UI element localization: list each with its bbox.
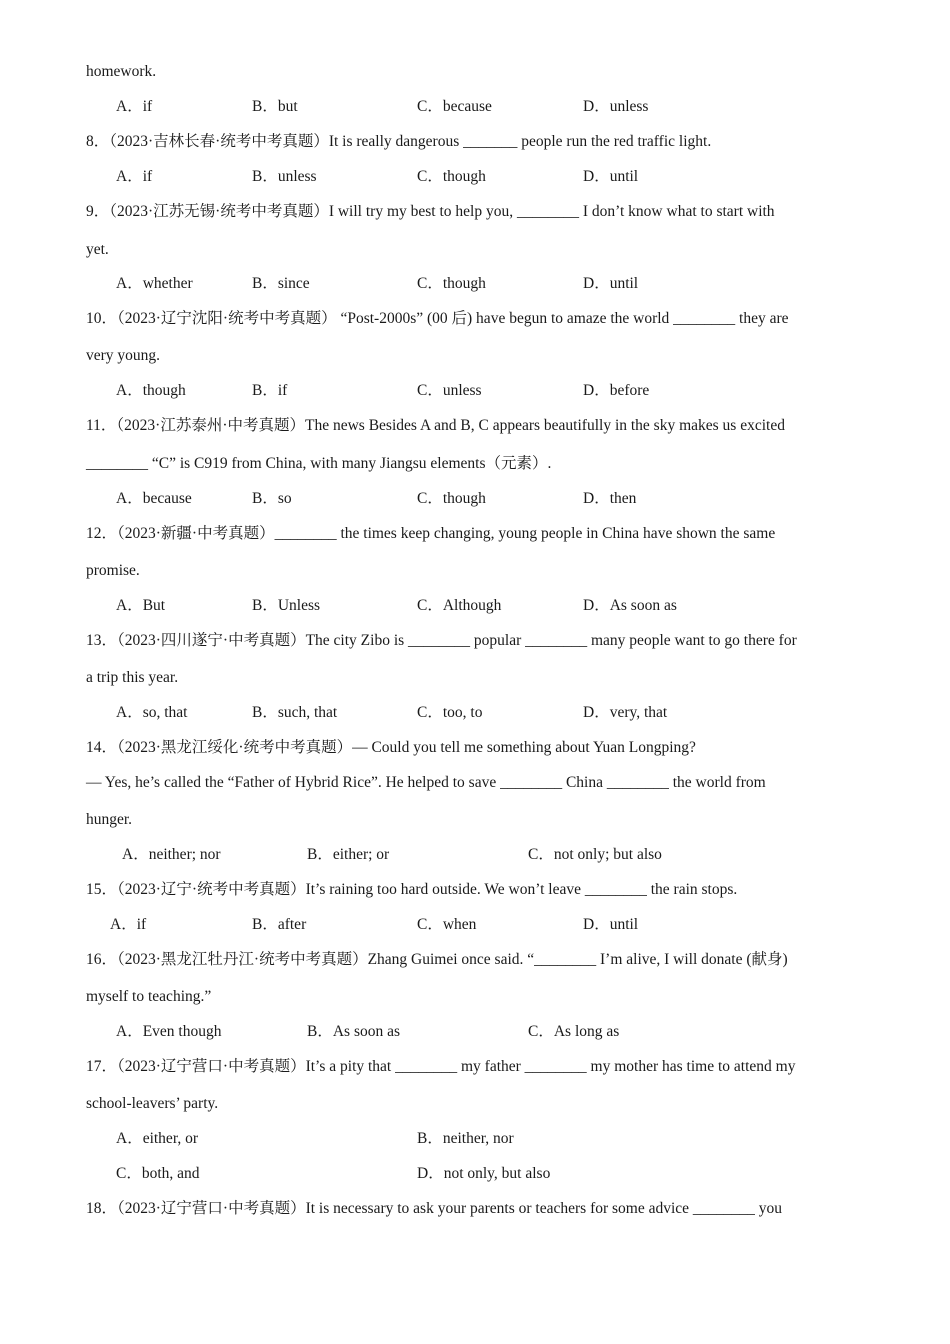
- question-11-stem-cont: ________ “C” is C919 from China, with many Jiangsu elements（元素）.: [86, 455, 552, 472]
- question-12-stem: 12．（2023·新疆·中考真题）________ the times keep changing, young people in China have shown the same: [86, 525, 776, 542]
- q9-option-a[interactable]: A．whether: [116, 275, 193, 292]
- q9-option-d[interactable]: D．until: [583, 275, 639, 292]
- q8-option-a[interactable]: A．if: [116, 168, 153, 185]
- question-14-stem-cont: — Yes, he’s called the “Father of Hybrid Rice”. He helped to save ________ China ________ the world from: [86, 774, 766, 791]
- question-10-stem-cont: very young.: [86, 347, 161, 364]
- q7-option-c[interactable]: C．because: [417, 98, 492, 115]
- q14-option-c[interactable]: C．not only; but also: [528, 846, 662, 863]
- question-17-stem: 17．（2023·辽宁营口·中考真题）It’s a pity that ________ my father ________ my mother has time to attend my: [86, 1058, 796, 1075]
- question-17-stem-cont: school-leavers’ party.: [86, 1095, 219, 1112]
- question-12-stem-cont: promise.: [86, 562, 140, 579]
- q11-option-c[interactable]: C．though: [417, 490, 486, 507]
- q13-option-a[interactable]: A．so, that: [116, 704, 188, 721]
- q10-option-d[interactable]: D．before: [583, 382, 650, 399]
- question-11-stem: 11．（2023·江苏泰州·中考真题）The news Besides A and B, C appears beautifully in the sky makes us excited: [86, 417, 785, 434]
- question-9-stem: 9．（2023·江苏无锡·统考中考真题）I will try my best to help you, ________ I don’t know what to start with: [86, 203, 775, 220]
- q10-option-b[interactable]: B．if: [252, 382, 288, 399]
- q13-option-d[interactable]: D．very, that: [583, 704, 668, 721]
- q17-option-c[interactable]: C．both, and: [116, 1165, 200, 1182]
- question-14-stem-cont2: hunger.: [86, 811, 133, 828]
- q13-option-c[interactable]: C．too, to: [417, 704, 483, 721]
- q15-option-b[interactable]: B．after: [252, 916, 307, 933]
- q14-option-b[interactable]: B．either; or: [307, 846, 390, 863]
- q10-option-a[interactable]: A．though: [116, 382, 186, 399]
- q12-option-d[interactable]: D．As soon as: [583, 597, 677, 614]
- question-15-stem: 15．（2023·辽宁·统考中考真题）It’s raining too hard outside. We won’t leave ________ the rain stops.: [86, 881, 738, 898]
- q12-option-a[interactable]: A．But: [116, 597, 166, 614]
- question-13-stem-cont: a trip this year.: [86, 669, 179, 686]
- question-10-stem: 10．（2023·辽宁沈阳·统考中考真题） “Post-2000s” (00 后) have begun to amaze the world ________ they are: [86, 310, 789, 327]
- question-14-stem: 14．（2023·黑龙江绥化·统考中考真题）— Could you tell me something about Yuan Longping?: [86, 739, 696, 756]
- q8-option-d[interactable]: D．until: [583, 168, 639, 185]
- question-8-stem: 8．（2023·吉林长春·统考中考真题）It is really dangerous _______ people run the red traffic light.: [86, 133, 712, 150]
- question-9-stem-cont: yet.: [86, 241, 109, 258]
- question-16-stem-cont: myself to teaching.”: [86, 988, 212, 1005]
- q11-option-d[interactable]: D．then: [583, 490, 637, 507]
- q15-option-c[interactable]: C．when: [417, 916, 477, 933]
- q9-option-b[interactable]: B．since: [252, 275, 310, 292]
- q16-option-c[interactable]: C．As long as: [528, 1023, 620, 1040]
- q7-option-b[interactable]: B．but: [252, 98, 298, 115]
- q7-option-d[interactable]: D．unless: [583, 98, 649, 115]
- q12-option-b[interactable]: B．Unless: [252, 597, 321, 614]
- q15-option-a[interactable]: A．if: [110, 916, 147, 933]
- q11-option-a[interactable]: A．because: [116, 490, 192, 507]
- q9-option-c[interactable]: C．though: [417, 275, 486, 292]
- q7-option-a[interactable]: A．if: [116, 98, 153, 115]
- q15-option-d[interactable]: D．until: [583, 916, 639, 933]
- q13-option-b[interactable]: B．such, that: [252, 704, 338, 721]
- q16-option-b[interactable]: B．As soon as: [307, 1023, 401, 1040]
- q17-option-d[interactable]: D．not only, but also: [417, 1165, 551, 1182]
- q17-option-a[interactable]: A．either, or: [116, 1130, 199, 1147]
- question-13-stem: 13．（2023·四川遂宁·中考真题）The city Zibo is ________ popular ________ many people want to go there for: [86, 632, 797, 649]
- q8-option-b[interactable]: B．unless: [252, 168, 317, 185]
- q17-option-b[interactable]: B．neither, nor: [417, 1130, 514, 1147]
- q8-option-c[interactable]: C．though: [417, 168, 486, 185]
- q10-option-c[interactable]: C．unless: [417, 382, 482, 399]
- q11-option-b[interactable]: B．so: [252, 490, 292, 507]
- question-18-stem: 18．（2023·辽宁营口·中考真题）It is necessary to ask your parents or teachers for some advice ________ you: [86, 1200, 783, 1217]
- question-16-stem: 16．（2023·黑龙江牡丹江·统考中考真题）Zhang Guimei once said. “________ I’m alive, I will donate (献身): [86, 951, 788, 968]
- q16-option-a[interactable]: A．Even though: [116, 1023, 222, 1040]
- q12-option-c[interactable]: C．Although: [417, 597, 502, 614]
- question-7-stem-end: homework.: [86, 63, 157, 80]
- q14-option-a[interactable]: A．neither; nor: [122, 846, 221, 863]
